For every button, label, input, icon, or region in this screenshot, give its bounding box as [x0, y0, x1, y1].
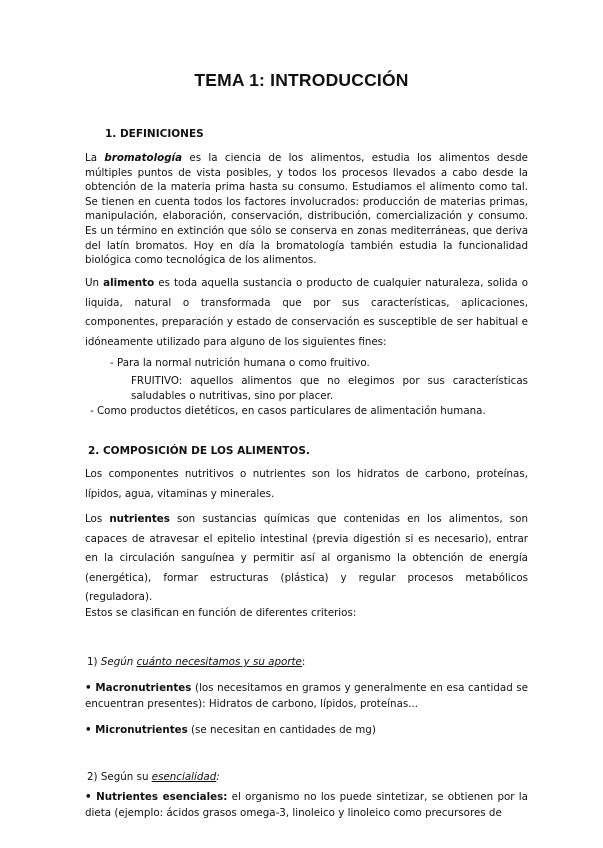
list-item-nutricion: - Para la normal nutrición humana o como fruitivo. — [110, 357, 370, 369]
term-nutrientes: nutrientes — [109, 513, 170, 525]
page-title: TEMA 1: INTRODUCCIÓN — [194, 70, 409, 90]
criterion-1-underlined: cuánto necesitamos y su aporte — [136, 656, 302, 668]
term-esenciales: • Nutrientes esenciales: — [85, 791, 228, 803]
text: : — [301, 656, 306, 668]
list-item-macronutrientes — [85, 681, 528, 712]
text: Un — [85, 277, 104, 289]
list-item-micronutrientes — [85, 723, 528, 738]
paragraph-nutrientes — [85, 510, 528, 608]
text: (los necesitamos en gramos y generalmente en esa cantidad se encuentran presentes): Hidratos de carbono, lípidos, proteínas... — [85, 682, 528, 710]
term-bromatologia: bromatología — [104, 152, 183, 164]
text: (se necesitan en cantidades de mg) — [187, 724, 376, 736]
text: 1) — [87, 656, 101, 668]
term-micronutrientes: • Micronutrientes — [85, 724, 188, 736]
note-fruitivo: FRUITIVO: aquellos alimentos que no elegimos por sus características saludables o nutritivas, sino por placer. — [131, 375, 528, 402]
text: es la ciencia de los alimentos, estudia los alimentos desde múltiples puntos de vista posibles, y todos los procesos llevados a cabo desde la obtención de la materia prima hasta su consumo. Estudiamos el alimento como tal. Se tienen en cuenta todos los factores involucrados: producción de materias primas, manipulación, elaboración, conservación, distribución, comercialización y consumo. Es un término en extinción que sólo se conserva en zonas mediterráneas, que deriva del latín bromatos. Hoy en día la bromatología también estudia la funcionalidad biológica como tecnológica de los alimentos. — [85, 152, 528, 267]
paragraph-bromatologia — [85, 151, 528, 268]
criterion-1-heading — [87, 655, 305, 670]
term-alimento: alimento — [103, 277, 155, 289]
criterion-2-heading — [87, 770, 220, 785]
text: Según — [100, 656, 137, 668]
section-heading-definiciones: 1. DEFINICIONES — [105, 128, 204, 140]
text: La — [85, 152, 105, 164]
criterion-2-underlined: esencialidad — [151, 771, 217, 783]
list-item-dieteticos: - Como productos dietéticos, en casos particulares de alimentación humana. — [90, 405, 486, 417]
section-heading-composicion: 2. COMPOSICIÓN DE LOS ALIMENTOS. — [88, 445, 310, 457]
term-macronutrientes: • Macronutrientes — [85, 682, 192, 694]
text: el organismo no los puede sintetizar, se obtienen por la dieta (ejemplo: ácidos grasos omega-3, linoleico y linoleico como precursores de — [85, 791, 528, 819]
text: son sustancias químicas que contenidas en los alimentos, son capaces de atravesar el epitelio intestinal (previa digestión si es necesario), entrar en la circulación sanguínea y permitir así al organismo la obtención de energía (energética), formar estructuras (plástica) y regular procesos metabólicos (reguladora). — [85, 513, 528, 603]
paragraph-alimento — [85, 274, 528, 352]
list-item-esenciales — [85, 790, 528, 821]
text: 2) Según su — [87, 771, 152, 783]
paragraph-componentes: Los componentes nutritivos o nutrientes son los hidratos de carbono, proteínas, lípidos, agua, vitaminas y minerales. — [85, 468, 528, 500]
text: : — [216, 771, 220, 783]
text: es toda aquella sustancia o producto de cualquier naturaleza, solida o liquida, natural o transformada que por sus características, aplicaciones, componentes, preparación y estado de conservación es susceptible de ser habitual e idóneamente utilizado para alguno de los siguientes fines: — [85, 277, 528, 348]
paragraph-criterios: Estos se clasifican en función de diferentes criterios: — [85, 607, 357, 619]
text: Los — [85, 513, 110, 525]
